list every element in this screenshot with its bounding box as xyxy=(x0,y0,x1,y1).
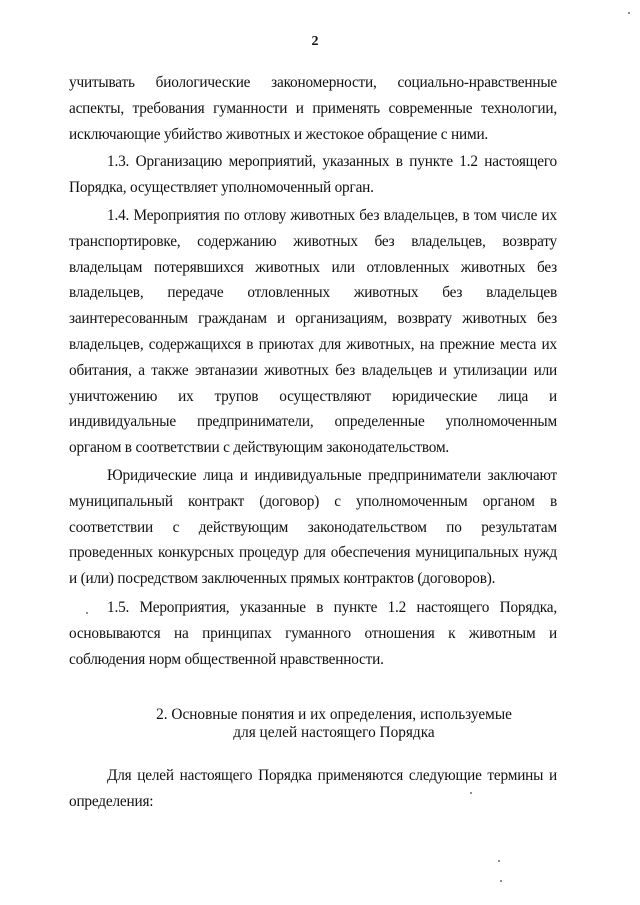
section-heading-line-2: для целей настоящего Порядка xyxy=(233,724,435,741)
paragraph-text: 1.4. Мероприятия по отлову животных без владельцев, в том числе их транспортировке, содержанию животных без владельцев, возврату владельцам потерявшихся животных или отловленных животных без владельцев, передаче отловленных животных без владельцев заинтересованным гражданам и организациям, возврату животных без владельцев, содержащихся в приютах для животных, на прежние места их обитания, а также эвтаназии животных без владельцев и утилизации или уничтожению их трупов осуществляют юридические лица и индивидуальные предприниматели, определенные уполномоченным органом в соответствии с действующим законодательством. xyxy=(69,207,557,457)
paragraph-text: Юридические лица и индивидуальные предприниматели заключают муниципальный контракт (договор) с уполномоченным органом в соответствии с действующим законодательством по результатам проведенных конкурсных процедур для обеспечения муниципальных нужд и (или) посредством заключенных прямых контрактов (договоров). xyxy=(69,467,557,588)
paragraph-text: 1.5. Мероприятия, указанные в пункте 1.2 настоящего Порядка, основываются на принципах гуманного отношения к животным и соблюдения норм общественной нравственности. xyxy=(69,599,557,668)
clause-1-4 xyxy=(69,203,557,461)
scan-speck xyxy=(86,612,88,614)
definitions-intro-paragraph xyxy=(69,763,557,815)
paragraph-text: учитывать биологические закономерности, социально-нравственные аспекты, требования гуманности и применять современные технологии, исключающие убийство животных и жестокое обращение с ними. xyxy=(69,74,557,143)
clause-1-3 xyxy=(69,149,557,201)
scan-speck xyxy=(500,880,502,882)
paragraph-text: 1.3. Организацию мероприятий, указанных в пункте 1.2 настоящего Порядка, осуществляет уполномоченный орган. xyxy=(69,153,557,196)
section-heading-line-1: 2. Основные понятия и их определения, используемые xyxy=(156,706,512,723)
paragraph-text: Для целей настоящего Порядка применяются следующие термины и определения: xyxy=(69,767,557,810)
scan-speck xyxy=(498,860,500,862)
clause-1-5 xyxy=(69,595,557,672)
scan-speck xyxy=(628,12,630,14)
legal-entities-paragraph xyxy=(69,463,557,592)
continuation-paragraph xyxy=(69,70,557,147)
scan-speck xyxy=(470,792,472,794)
page-number: 2 xyxy=(311,34,319,49)
section-2-heading xyxy=(69,706,599,742)
